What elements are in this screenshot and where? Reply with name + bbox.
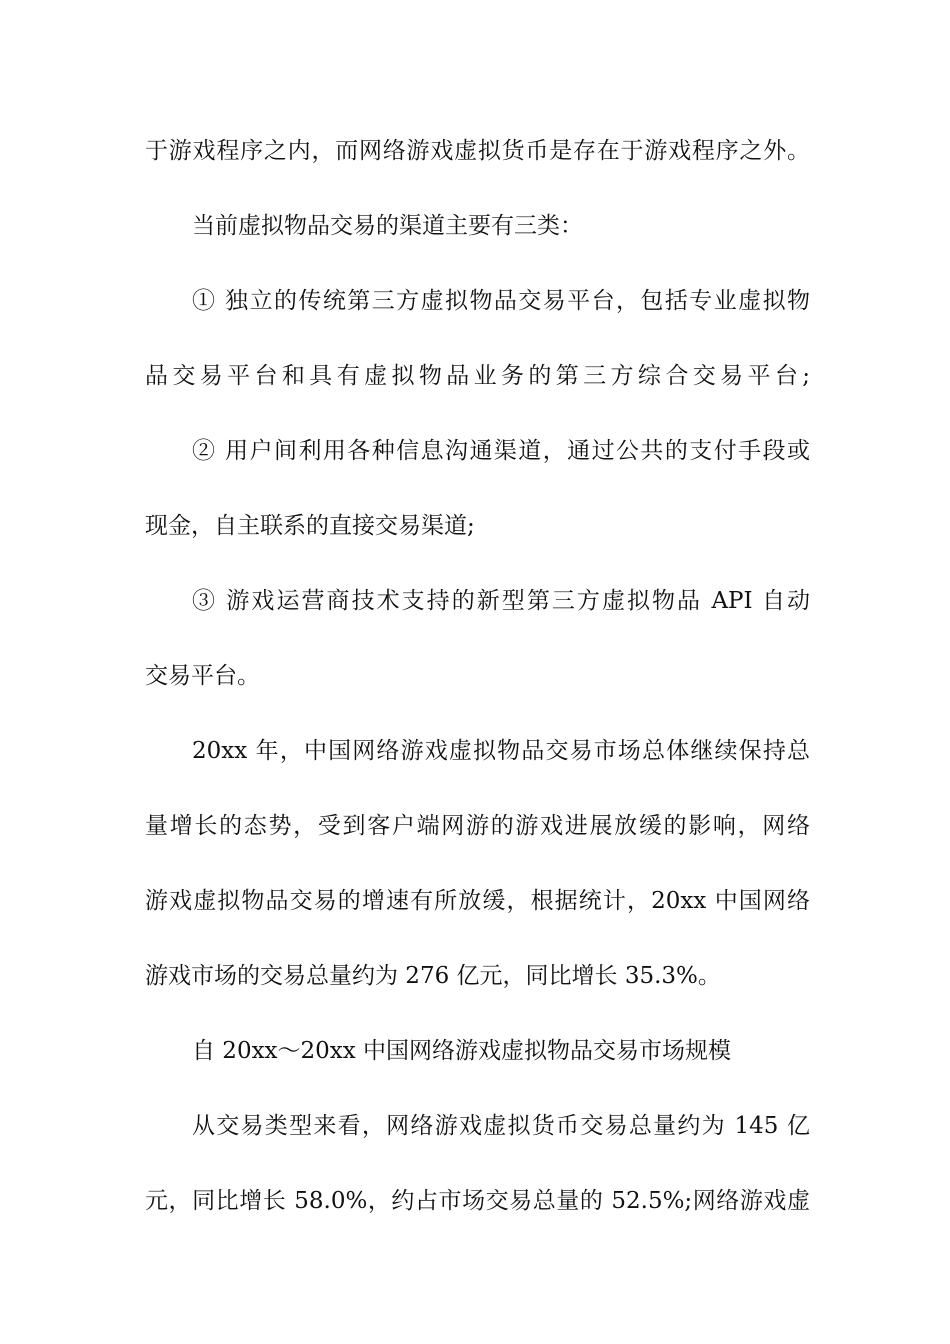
list-item-line: ① 独立的传统第三方虚拟物品交易平台，包括专业虚拟物 bbox=[192, 288, 810, 314]
text-line: 从交易类型来看，网络游戏虚拟货币交易总量约为 145 亿 bbox=[192, 1113, 810, 1139]
text-line: 游戏虚拟物品交易的增速有所放缓，根据统计，20xx 中国网络 bbox=[145, 888, 810, 914]
text-line: 量增长的态势，受到客户端网游的游戏进展放缓的影响，网络 bbox=[145, 813, 810, 839]
list-item-line: ③ 游戏运营商技术支持的新型第三方虚拟物品 API 自动 bbox=[192, 588, 810, 614]
list-item-line: ② 用户间利用各种信息沟通渠道，通过公共的支付手段或 bbox=[192, 438, 810, 464]
text-line: 现金，自主联系的直接交易渠道; bbox=[145, 513, 475, 539]
text-line: 品交易平台和具有虚拟物品业务的第三方综合交易平台; bbox=[145, 363, 810, 389]
figure-caption: 自 20xx～20xx 中国网络游戏虚拟物品交易市场规模 bbox=[192, 1038, 732, 1064]
text-line: 交易平台。 bbox=[145, 663, 260, 689]
text-line: 元，同比增长 58.0%，约占市场交易总量的 52.5%;网络游戏虚 bbox=[145, 1188, 810, 1214]
text-line: 于游戏程序之内，而网络游戏虚拟货币是存在于游戏程序之外。 bbox=[145, 138, 810, 164]
text-line: 当前虚拟物品交易的渠道主要有三类： bbox=[192, 213, 583, 239]
text-line: 游戏市场的交易总量约为 276 亿元，同比增长 35.3%。 bbox=[145, 963, 721, 989]
text-line: 20xx 年，中国网络游戏虚拟物品交易市场总体继续保持总 bbox=[192, 738, 810, 764]
